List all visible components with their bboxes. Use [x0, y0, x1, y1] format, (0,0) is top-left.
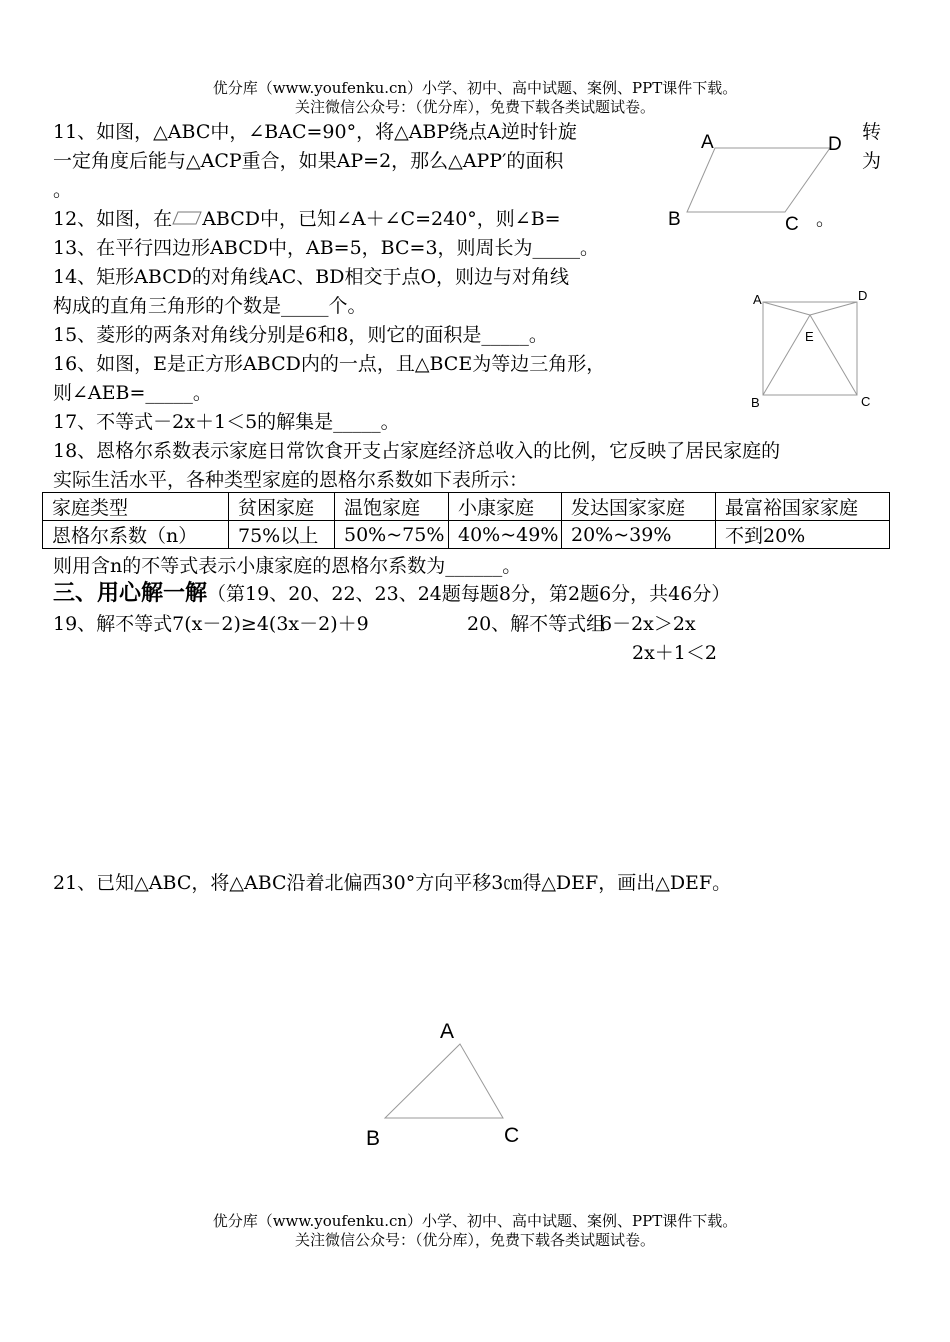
parallelogram-shape — [687, 148, 830, 212]
table-cell: 75%以上 — [229, 521, 335, 549]
engel-coefficient-table — [42, 492, 890, 549]
square-line-ae — [763, 302, 810, 315]
section3-title: 三、用心解一解 — [53, 581, 208, 606]
q20-label: 20、解不等式组 — [467, 613, 606, 635]
square-label-e: E — [805, 329, 814, 344]
parallelogram-symbol-icon — [172, 210, 202, 226]
square-label-d: D — [858, 288, 868, 303]
q11-line-3: 。 — [53, 179, 73, 201]
q14-line-1: 14、矩形ABCD的对角线AC、BD相交于点O，则边与对角线 — [53, 266, 570, 288]
parallelogram-label-c: C — [785, 214, 799, 235]
footer-line-2: 关注微信公众号：（优分库），免费下载各类试题试卷。 — [294, 1231, 655, 1249]
table-header-row — [43, 493, 890, 521]
table-header-cell: 发达国家家庭 — [562, 493, 716, 521]
section3-heading — [53, 582, 730, 606]
q13-line: 13、在平行四边形ABCD中，AB=5，BC=3，则周长为_____。 — [53, 237, 600, 259]
triangle-label-a: A — [440, 1020, 455, 1043]
table-header-cell: 家庭类型 — [43, 493, 229, 521]
square-label-a: A — [753, 292, 762, 307]
header-line-1: 优分库（www.youfenku.cn）小学、初中、高中试题、案例、PPT课件下载。 — [212, 79, 738, 97]
triangle-figure — [355, 1010, 545, 1160]
q14-line-2: 构成的直角三角形的个数是_____个。 — [53, 295, 367, 317]
table-header-cell: 温饱家庭 — [335, 493, 449, 521]
footer-line-1: 优分库（www.youfenku.cn）小学、初中、高中试题、案例、PPT课件下载。 — [212, 1212, 738, 1230]
table-header-cell: 最富裕国家家庭 — [716, 493, 890, 521]
square-label-b: B — [751, 395, 760, 410]
q17-line: 17、不等式－2x＋1＜5的解集是_____。 — [53, 411, 400, 433]
q11-line-1: 11、如图，△ABC中，∠BAC=90°，将△ABP绕点A逆时针旋 — [53, 121, 577, 143]
table-cell: 恩格尔系数（n） — [43, 521, 229, 549]
q18-line-2: 实际生活水平，各种类型家庭的恩格尔系数如下表所示： — [53, 469, 529, 491]
q20-inequality-1: 6－2x＞2x — [600, 613, 696, 635]
q18-after: 则用含n的不等式表示小康家庭的恩格尔系数为______。 — [53, 555, 522, 577]
triangle-abc-shape — [385, 1044, 503, 1118]
q12-prefix: 12、如图，在 — [53, 208, 173, 230]
header-line-2: 关注微信公众号：（优分库），免费下载各类试题试卷。 — [294, 98, 655, 116]
square-figure — [745, 285, 875, 415]
table-cell: 40%~49% — [449, 521, 562, 549]
table-row — [43, 521, 890, 549]
triangle-label-b: B — [366, 1127, 381, 1150]
q12-suffix: ABCD中，已知∠A＋∠C=240°，则∠B= — [202, 208, 561, 230]
q19-line: 19、解不等式7(x－2)≥4(3x－2)＋9 — [53, 613, 369, 635]
q16-line-1: 16、如图，E是正方形ABCD内的一点，且△BCE为等边三角形， — [53, 353, 606, 375]
q20-inequality-2: 2x＋1＜2 — [632, 642, 717, 664]
table-cell: 不到20% — [716, 521, 890, 549]
parallelogram-label-b: B — [668, 209, 681, 230]
section3-note: （第19、20、22、23、24题每题8分，第2题6分，共46分） — [207, 583, 731, 605]
table-header-cell: 贫困家庭 — [229, 493, 335, 521]
q15-line: 15、菱形的两条对角线分别是6和8，则它的面积是_____。 — [53, 324, 548, 346]
q11-line-2-end: 为 — [862, 150, 882, 172]
q11-line-2: 一定角度后能与△ACP重合，如果AP=2，那么△APP′的面积 — [53, 150, 564, 172]
table-cell: 50%~75% — [335, 521, 449, 549]
square-line-be — [763, 315, 810, 395]
table-header-cell: 小康家庭 — [449, 493, 562, 521]
parallelogram-label-a: A — [701, 132, 714, 153]
triangle-label-c: C — [504, 1124, 520, 1147]
table-cell: 20%~39% — [562, 521, 716, 549]
square-line-de — [810, 302, 857, 315]
parallelogram-label-d: D — [828, 134, 842, 155]
q18-line-1: 18、恩格尔系数表示家庭日常饮食开支占家庭经济总收入的比例，它反映了居民家庭的 — [53, 440, 781, 462]
q21-line: 21、已知△ABC，将△ABC沿着北偏西30°方向平移3㎝得△DEF，画出△DEF。 — [53, 872, 732, 894]
q12-end: 。 — [816, 208, 836, 230]
q11-line-1-end: 转 — [862, 121, 882, 143]
square-line-ce — [810, 315, 857, 395]
q16-line-2: 则∠AEB=_____。 — [53, 382, 212, 404]
square-label-c: C — [861, 394, 871, 409]
q12-line — [53, 207, 561, 231]
